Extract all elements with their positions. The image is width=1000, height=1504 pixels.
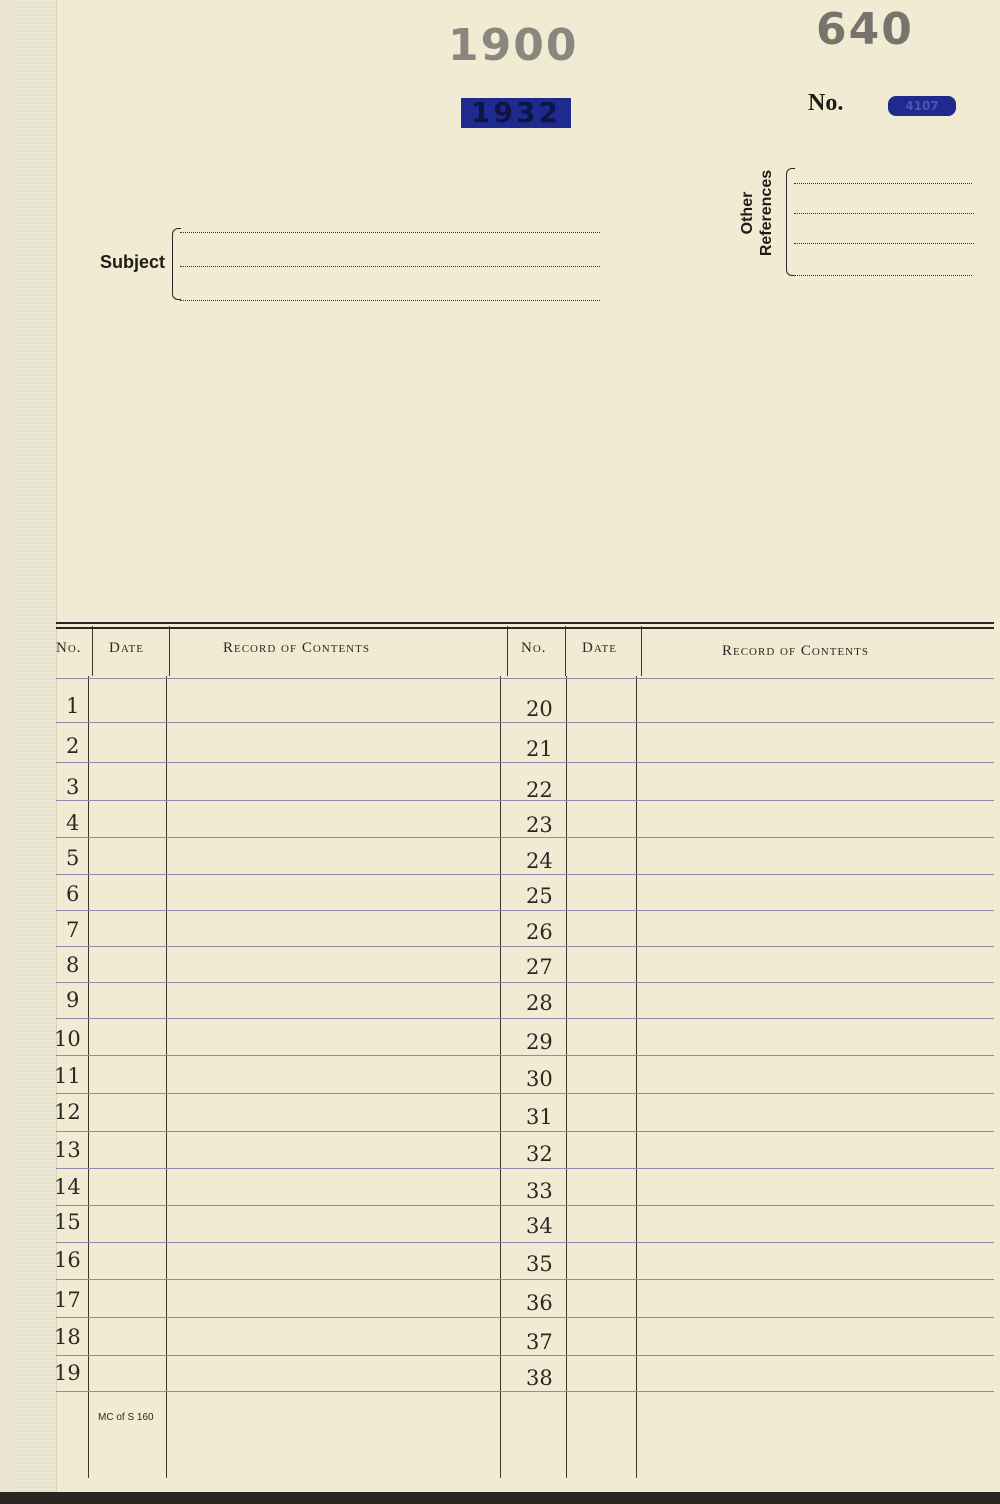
- file-number-value: 4107: [888, 96, 956, 116]
- row-number-left: 19: [54, 1361, 81, 1385]
- row-number-right: 33: [526, 1179, 553, 1203]
- row-number-right: 25: [526, 884, 553, 908]
- ruled-line: [56, 762, 994, 763]
- year-stamp: 1900: [448, 20, 579, 71]
- ruled-line: [56, 1279, 994, 1280]
- other-references-brace: [786, 168, 795, 276]
- row-number-left: 5: [66, 846, 80, 870]
- row-number-left: 3: [66, 775, 80, 799]
- other-references-line[interactable]: [794, 275, 972, 276]
- column-divider: [565, 626, 566, 676]
- row-number-right: 32: [526, 1142, 553, 1166]
- row-number-left: 8: [66, 953, 80, 977]
- ruled-line: [56, 1093, 994, 1094]
- ruled-line: [56, 1391, 994, 1392]
- subject-label: Subject: [100, 252, 166, 272]
- row-number-right: 29: [526, 1030, 553, 1054]
- ruled-line: [56, 722, 994, 723]
- row-number-left: 10: [54, 1027, 81, 1051]
- ruled-line: [56, 1205, 994, 1206]
- header-no-right: No.: [521, 640, 547, 656]
- ruled-line: [56, 874, 994, 875]
- row-number-left: 17: [54, 1288, 81, 1312]
- column-divider: [169, 626, 170, 676]
- subject-brace: [172, 228, 181, 300]
- column-divider: [641, 626, 642, 676]
- ruled-line: [56, 982, 994, 983]
- subject-line[interactable]: [180, 300, 600, 301]
- row-number-right: 34: [526, 1214, 553, 1238]
- other-references-label: [738, 158, 776, 268]
- row-number-left: 18: [54, 1325, 81, 1349]
- row-number-right: 22: [526, 778, 553, 802]
- row-number-right: 24: [526, 849, 553, 873]
- other-references-line[interactable]: [794, 183, 972, 184]
- row-number-left: 12: [54, 1100, 81, 1124]
- row-number-right: 36: [526, 1291, 553, 1315]
- row-number-right: 38: [526, 1366, 553, 1390]
- row-number-left: 13: [54, 1138, 81, 1162]
- row-number-right: 20: [526, 697, 553, 721]
- header-date-left: Date: [109, 640, 144, 656]
- row-number-right: 21: [526, 737, 553, 761]
- row-number-left: 6: [66, 882, 80, 906]
- column-divider: [566, 676, 567, 1478]
- ruled-line: [56, 1168, 994, 1169]
- table-top-rule: [56, 622, 994, 624]
- other-references-line2: References: [758, 169, 775, 257]
- row-number-left: 9: [66, 988, 80, 1012]
- row-number-right: 37: [526, 1330, 553, 1354]
- table-top-rule: [56, 627, 994, 629]
- column-divider: [88, 676, 89, 1478]
- row-number-left: 16: [54, 1248, 81, 1272]
- subject-line[interactable]: [180, 266, 600, 267]
- row-number-left: 7: [66, 918, 80, 942]
- row-number-right: 26: [526, 920, 553, 944]
- row-number-right: 30: [526, 1067, 553, 1091]
- page-bottom-edge: [0, 1492, 1000, 1504]
- column-divider: [636, 676, 637, 1478]
- ruled-line: [56, 1055, 994, 1056]
- ruled-line: [56, 1355, 994, 1356]
- column-divider: [166, 676, 167, 1478]
- row-number-right: 27: [526, 955, 553, 979]
- ruled-line: [56, 678, 994, 679]
- number-stamp: 640: [816, 4, 914, 55]
- ruled-line: [56, 837, 994, 838]
- row-number-left: 15: [54, 1210, 81, 1234]
- other-references-line[interactable]: [794, 243, 974, 244]
- row-number-right: 23: [526, 813, 553, 837]
- row-number-right: 35: [526, 1252, 553, 1276]
- row-number-right: 28: [526, 991, 553, 1015]
- header-no-left: No.: [56, 640, 82, 656]
- ruled-line: [56, 1131, 994, 1132]
- row-number-left: 11: [54, 1064, 81, 1088]
- ruled-line: [56, 800, 994, 801]
- binding-spine: [0, 0, 57, 1504]
- year-overstamp: 1932: [461, 98, 571, 128]
- form-code: MC of S 160: [98, 1412, 154, 1423]
- ruled-line: [56, 1242, 994, 1243]
- row-number-left: 14: [54, 1175, 81, 1199]
- ruled-line: [56, 910, 994, 911]
- column-divider: [507, 626, 508, 676]
- spine-texture: [14, 0, 56, 1504]
- other-references-line1: Other: [739, 191, 756, 235]
- row-number-left: 1: [66, 694, 80, 718]
- other-references-line[interactable]: [794, 213, 974, 214]
- file-number-label: No.: [808, 90, 844, 116]
- header-record-right: Record of Contents: [722, 643, 869, 659]
- header-date-right: Date: [582, 640, 617, 656]
- row-number-left: 2: [66, 734, 80, 758]
- ruled-line: [56, 946, 994, 947]
- column-divider: [500, 676, 501, 1478]
- ruled-line: [56, 1018, 994, 1019]
- row-number-right: 31: [526, 1105, 553, 1129]
- column-divider: [92, 626, 93, 676]
- row-number-left: 4: [66, 811, 80, 835]
- subject-line[interactable]: [180, 232, 600, 233]
- header-record-left: Record of Contents: [223, 640, 370, 656]
- ruled-line: [56, 1317, 994, 1318]
